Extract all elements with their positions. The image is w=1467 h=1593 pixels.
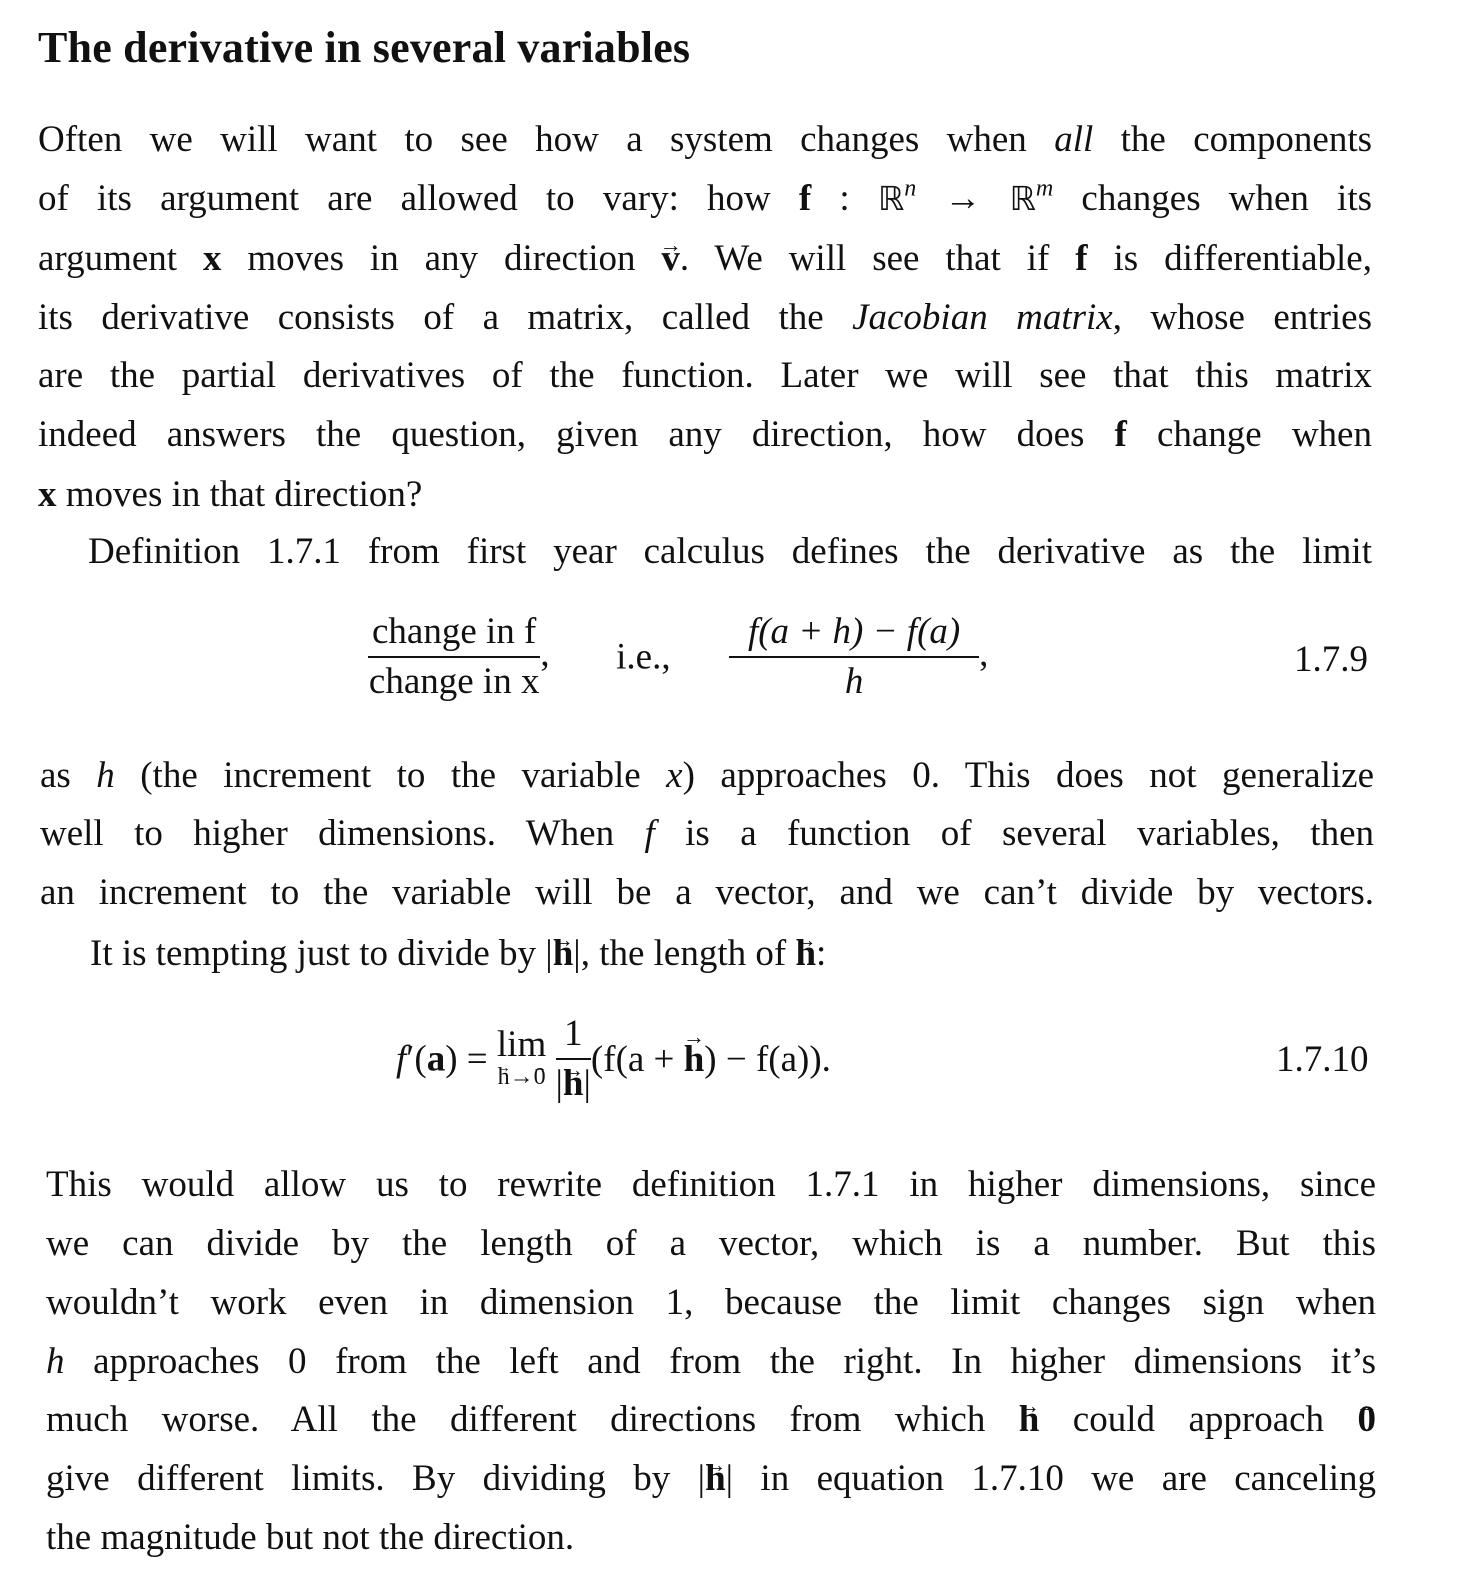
- text: argument: [38, 238, 203, 279]
- arrow: →: [509, 1064, 534, 1090]
- limit-operator: [496, 1024, 547, 1091]
- math-n: n: [904, 175, 917, 202]
- para1-line5: are the partial derivatives of the function. Later we will see that this matrix: [38, 355, 1372, 396]
- fraction-change: [368, 612, 540, 702]
- vector-v: → v: [661, 237, 680, 281]
- lim-text: lim: [496, 1024, 547, 1065]
- denominator: |→ h|: [556, 1060, 591, 1104]
- text: could approach: [1039, 1399, 1358, 1440]
- math-x: x: [202, 238, 222, 279]
- text: :: [816, 933, 827, 974]
- text: It is tempting just to divide by |: [90, 933, 553, 974]
- text: much worse. All the different directions from which: [46, 1399, 1019, 1440]
- text: :: [811, 178, 878, 219]
- math-a: a: [426, 1038, 446, 1080]
- rhs: [591, 1039, 831, 1080]
- para5-line4: [46, 1340, 1376, 1384]
- para1-line4: [38, 296, 1372, 340]
- text: moves in that direction?: [56, 474, 423, 515]
- vector-h: → h: [553, 932, 574, 976]
- para5-line1: This would allow us to rewrite definition 1.7.1 in higher dimensions, since: [46, 1164, 1376, 1205]
- text: give different limits. By dividing by |: [46, 1458, 706, 1499]
- text: (the increment to the variable: [114, 755, 667, 796]
- denominator: h: [844, 661, 864, 702]
- math-R: ℝ: [1009, 179, 1036, 218]
- equation-number-1-7-9: 1.7.9: [1294, 639, 1368, 680]
- vector-zero: → 0: [1358, 1398, 1377, 1442]
- para5-line7: the magnitude but not the direction.: [46, 1517, 575, 1558]
- denominator: change in x: [368, 661, 540, 702]
- math-f: f: [1114, 414, 1127, 455]
- math-x: x: [666, 755, 683, 796]
- emphasis-all: all: [1054, 119, 1094, 160]
- vector-h: → h: [563, 1064, 584, 1104]
- equation-number-1-7-10: 1.7.10: [1276, 1039, 1369, 1080]
- lhs-text: ′(a) =: [406, 1038, 488, 1080]
- equation-1-7-9: [368, 612, 988, 702]
- text: is differentiable,: [1087, 238, 1372, 279]
- text: its derivative consists of a matrix, called the: [38, 297, 853, 338]
- comma: ,: [540, 633, 550, 675]
- text: indeed answers the question, given any direction, how does: [38, 414, 1115, 455]
- lhs: [396, 1039, 488, 1080]
- text: the components: [1093, 119, 1372, 160]
- math-f: f: [1075, 238, 1088, 279]
- para5-line5: [46, 1398, 1376, 1442]
- para5-line3: wouldn’t work even in dimension 1, because the limit changes sign when: [46, 1282, 1376, 1323]
- text: ) approaches 0. This does not generalize: [682, 755, 1374, 796]
- math-x: x: [38, 474, 57, 515]
- comma: ,: [979, 633, 989, 675]
- text: change when: [1126, 414, 1372, 455]
- para1-line3: [38, 237, 1372, 281]
- math-h: h: [46, 1341, 65, 1382]
- para1-line6: [38, 413, 1372, 457]
- text: of its argument are allowed to vary: how: [38, 178, 799, 219]
- limit-subscript: [497, 1063, 546, 1091]
- text: , whose entries: [1112, 297, 1372, 338]
- vector-h: → h: [684, 1038, 705, 1081]
- para3-line3: an increment to the variable will be a vector, and we can’t divide by vectors.: [40, 872, 1374, 913]
- text: moves in any direction: [221, 238, 662, 279]
- equation-1-7-10: [396, 1014, 831, 1104]
- fraction-difference-quotient: [729, 612, 979, 702]
- text: |, the length of: [573, 933, 796, 974]
- numerator: 1: [556, 1014, 591, 1060]
- math-R: ℝ: [877, 179, 905, 218]
- math-f: f: [798, 178, 812, 219]
- text: changes when its: [1053, 178, 1373, 219]
- para3-line1: [40, 754, 1374, 798]
- text: | in equation 1.7.10 we are canceling: [725, 1458, 1377, 1499]
- math-h: h: [96, 755, 115, 796]
- text: . We will see that if: [679, 238, 1076, 279]
- vector-h: → h: [498, 1063, 510, 1091]
- fraction-one-over-norm-h: [556, 1014, 591, 1104]
- para1-line2: [38, 177, 1372, 221]
- numerator: change in f: [368, 612, 540, 658]
- section-heading: The derivative in several variables: [38, 23, 691, 72]
- vector-h: → h: [705, 1457, 726, 1501]
- rhs-open: (f(a +: [590, 1038, 684, 1080]
- text: as: [40, 755, 97, 796]
- rhs-close: ) − f(a)).: [704, 1038, 831, 1080]
- math-f: f: [396, 1038, 407, 1080]
- para5-line6: [46, 1457, 1376, 1501]
- term-jacobian-matrix: Jacobian matrix: [852, 297, 1113, 338]
- text: approaches 0 from the left and from the right. In higher dimensions it’s: [64, 1341, 1376, 1382]
- vector-h: → h: [1019, 1398, 1040, 1442]
- para1-line1: [38, 118, 1372, 162]
- vector-zero: → 0: [534, 1063, 546, 1091]
- para5-line2: we can divide by the length of a vector, which is a number. But this: [46, 1223, 1376, 1264]
- para4-line1: [90, 932, 826, 976]
- para2-line1: Definition 1.7.1 from first year calculus defines the derivative as the limit: [88, 531, 1372, 572]
- vector-h: → h: [795, 932, 816, 976]
- text: is a function of several variables, then: [654, 813, 1374, 854]
- math-arrow: →: [916, 178, 1010, 219]
- text: Often we will want to see how a system changes when: [38, 119, 1055, 160]
- math-m: m: [1035, 175, 1054, 202]
- para3-line2: [40, 812, 1374, 856]
- ie-text: i.e.,: [616, 636, 671, 678]
- text: well to higher dimensions. When: [40, 813, 645, 854]
- numerator: f(a + h) − f(a): [729, 612, 979, 658]
- math-f: f: [644, 813, 655, 854]
- para1-line7: [38, 473, 422, 517]
